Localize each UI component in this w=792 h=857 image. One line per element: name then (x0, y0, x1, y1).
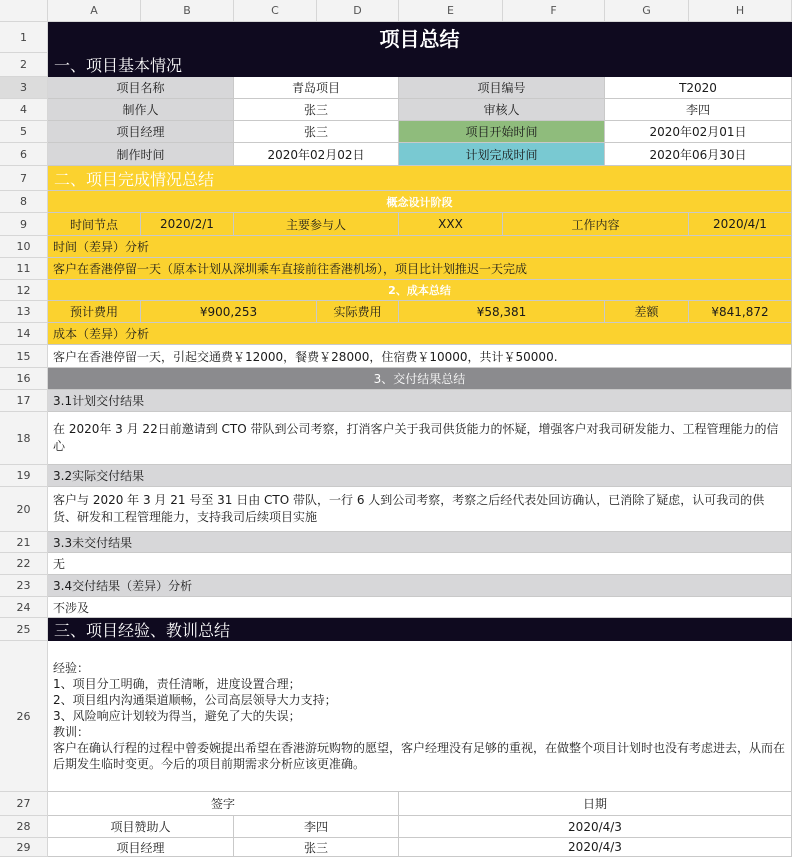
sponsor-name[interactable]: 李四 (234, 816, 399, 838)
sponsor-date[interactable]: 2020/4/3 (399, 816, 792, 838)
row-header-16[interactable]: 16 (0, 368, 48, 390)
creator-label[interactable]: 制作人 (48, 99, 234, 121)
row-header-19[interactable]: 19 (0, 465, 48, 487)
project-code-label[interactable]: 项目编号 (399, 77, 605, 99)
planned-finish-value[interactable]: 2020年06月30日 (605, 143, 792, 166)
row-header-8[interactable]: 8 (0, 191, 48, 213)
participants-value[interactable]: XXX (399, 213, 503, 236)
manager-sign-name[interactable]: 张三 (234, 838, 399, 857)
planned-delivery-text[interactable]: 在 2020年 3 月 22日前邀请到 CTO 带队到公司考察，打消客户关于我司供货能力的怀疑，增强客户对我司研发能力、工程管理能力的信心 (48, 412, 792, 465)
cost-analysis-text[interactable]: 客户在香港停留一天，引起交通费￥12000，餐费￥28000，住宿费￥10000，共计￥50000. (48, 345, 792, 368)
time-node-value[interactable]: 2020/2/1 (141, 213, 234, 236)
project-code-value[interactable]: T2020 (605, 77, 792, 99)
manager-value[interactable]: 张三 (234, 121, 399, 143)
planned-cost-label[interactable]: 预计费用 (48, 301, 141, 323)
start-time-label[interactable]: 项目开始时间 (399, 121, 605, 143)
delivery-diff-label[interactable]: 3.4交付结果（差异）分析 (48, 575, 792, 597)
row-header-24[interactable]: 24 (0, 597, 48, 618)
planned-delivery-label[interactable]: 3.1计划交付结果 (48, 390, 792, 412)
column-header-a[interactable]: A (48, 0, 141, 22)
sign-header[interactable]: 签字 (48, 792, 399, 816)
row-header-29[interactable]: 29 (0, 838, 48, 857)
column-header-e[interactable]: E (399, 0, 503, 22)
row-header-28[interactable]: 28 (0, 816, 48, 838)
row-header-21[interactable]: 21 (0, 532, 48, 553)
actual-delivery-label[interactable]: 3.2实际交付结果 (48, 465, 792, 487)
row-header-22[interactable]: 22 (0, 553, 48, 575)
planned-finish-label[interactable]: 计划完成时间 (399, 143, 605, 166)
actual-delivery-text[interactable]: 客户与 2020 年 3 月 21 号至 31 日由 CTO 带队，一行 6 人到公司考察，考察之后经代表处回访确认，已消除了疑虑，认可我司的供货、研发和工程管理能力，支持我司后续项目实施 (48, 487, 792, 532)
column-header-h[interactable]: H (689, 0, 792, 22)
manager-label[interactable]: 项目经理 (48, 121, 234, 143)
work-content-label[interactable]: 工作内容 (503, 213, 689, 236)
cost-title[interactable]: 2、成本总结 (48, 280, 792, 301)
made-time-value[interactable]: 2020年02月02日 (234, 143, 399, 166)
time-diff-label[interactable]: 时间（差异）分析 (48, 236, 792, 258)
sponsor-label[interactable]: 项目赞助人 (48, 816, 234, 838)
creator-value[interactable]: 张三 (234, 99, 399, 121)
project-name-label[interactable]: 项目名称 (48, 77, 234, 99)
column-header-c[interactable]: C (234, 0, 317, 22)
row-header-14[interactable]: 14 (0, 323, 48, 345)
manager-sign-label[interactable]: 项目经理 (48, 838, 234, 857)
undelivered-text[interactable]: 无 (48, 553, 792, 575)
work-content-value[interactable]: 2020/4/1 (689, 213, 792, 236)
start-time-value[interactable]: 2020年02月01日 (605, 121, 792, 143)
row-header-23[interactable]: 23 (0, 575, 48, 597)
column-header-f[interactable]: F (503, 0, 605, 22)
delivery-title[interactable]: 3、交付结果总结 (48, 368, 792, 390)
reviewer-value[interactable]: 李四 (605, 99, 792, 121)
page-title[interactable]: 项目总结 (48, 22, 792, 53)
row-header-10[interactable]: 10 (0, 236, 48, 258)
select-all-corner[interactable] (0, 0, 48, 22)
planned-cost-value[interactable]: ¥900,253 (141, 301, 317, 323)
undelivered-label[interactable]: 3.3未交付结果 (48, 532, 792, 553)
reviewer-label[interactable]: 审核人 (399, 99, 605, 121)
row-header-25[interactable]: 25 (0, 618, 48, 641)
row-header-5[interactable]: 5 (0, 121, 48, 143)
made-time-label[interactable]: 制作时间 (48, 143, 234, 166)
row-header-1[interactable]: 1 (0, 22, 48, 53)
row-header-2[interactable]: 2 (0, 53, 48, 77)
row-header-11[interactable]: 11 (0, 258, 48, 280)
row-header-26[interactable]: 26 (0, 641, 48, 792)
time-node-label[interactable]: 时间节点 (48, 213, 141, 236)
row-header-7[interactable]: 7 (0, 166, 48, 191)
section-lessons[interactable]: 三、项目经验、教训总结 (48, 618, 792, 641)
row-header-9[interactable]: 9 (0, 213, 48, 236)
row-header-27[interactable]: 27 (0, 792, 48, 816)
cost-diff-label[interactable]: 差额 (605, 301, 689, 323)
section-completion[interactable]: 二、项目完成情况总结 (48, 166, 792, 191)
row-header-20[interactable]: 20 (0, 487, 48, 532)
project-name-value[interactable]: 青岛项目 (234, 77, 399, 99)
cost-diff-value[interactable]: ¥841,872 (689, 301, 792, 323)
manager-sign-date[interactable]: 2020/4/3 (399, 838, 792, 857)
row-header-13[interactable]: 13 (0, 301, 48, 323)
row-header-17[interactable]: 17 (0, 390, 48, 412)
row-header-18[interactable]: 18 (0, 412, 48, 465)
actual-cost-label[interactable]: 实际费用 (317, 301, 399, 323)
row-header-3[interactable]: 3 (0, 77, 48, 99)
delivery-diff-text[interactable]: 不涉及 (48, 597, 792, 618)
date-header[interactable]: 日期 (399, 792, 792, 816)
time-diff-text[interactable]: 客户在香港停留一天（原本计划从深圳乘车直接前往香港机场），项目比计划推迟一天完成 (48, 258, 792, 280)
column-header-b[interactable]: B (141, 0, 234, 22)
row-header-6[interactable]: 6 (0, 143, 48, 166)
cost-analysis-label[interactable]: 成本（差异）分析 (48, 323, 792, 345)
column-header-d[interactable]: D (317, 0, 399, 22)
section-basic-info[interactable]: 一、项目基本情况 (48, 53, 792, 77)
phase-title[interactable]: 概念设计阶段 (48, 191, 792, 213)
participants-label[interactable]: 主要参与人 (234, 213, 399, 236)
column-header-g[interactable]: G (605, 0, 689, 22)
lessons-text[interactable]: 经验： 1、项目分工明确，责任清晰，进度设置合理； 2、项目组内沟通渠道顺畅，公司高层领导大力支持； 3、风险响应计划较为得当，避免了大的失误； 教训： 客户在确认行程的过程中曾委婉提出希望在香港游玩购物的愿望，客户经理没有足够的重视，在做整个项目计划时也没有考虑进去，从而在后期发生临时变更。今后的项目前期需求分析应该更准确。 (48, 641, 792, 792)
row-header-12[interactable]: 12 (0, 280, 48, 301)
row-header-15[interactable]: 15 (0, 345, 48, 368)
actual-cost-value[interactable]: ¥58,381 (399, 301, 605, 323)
row-header-4[interactable]: 4 (0, 99, 48, 121)
